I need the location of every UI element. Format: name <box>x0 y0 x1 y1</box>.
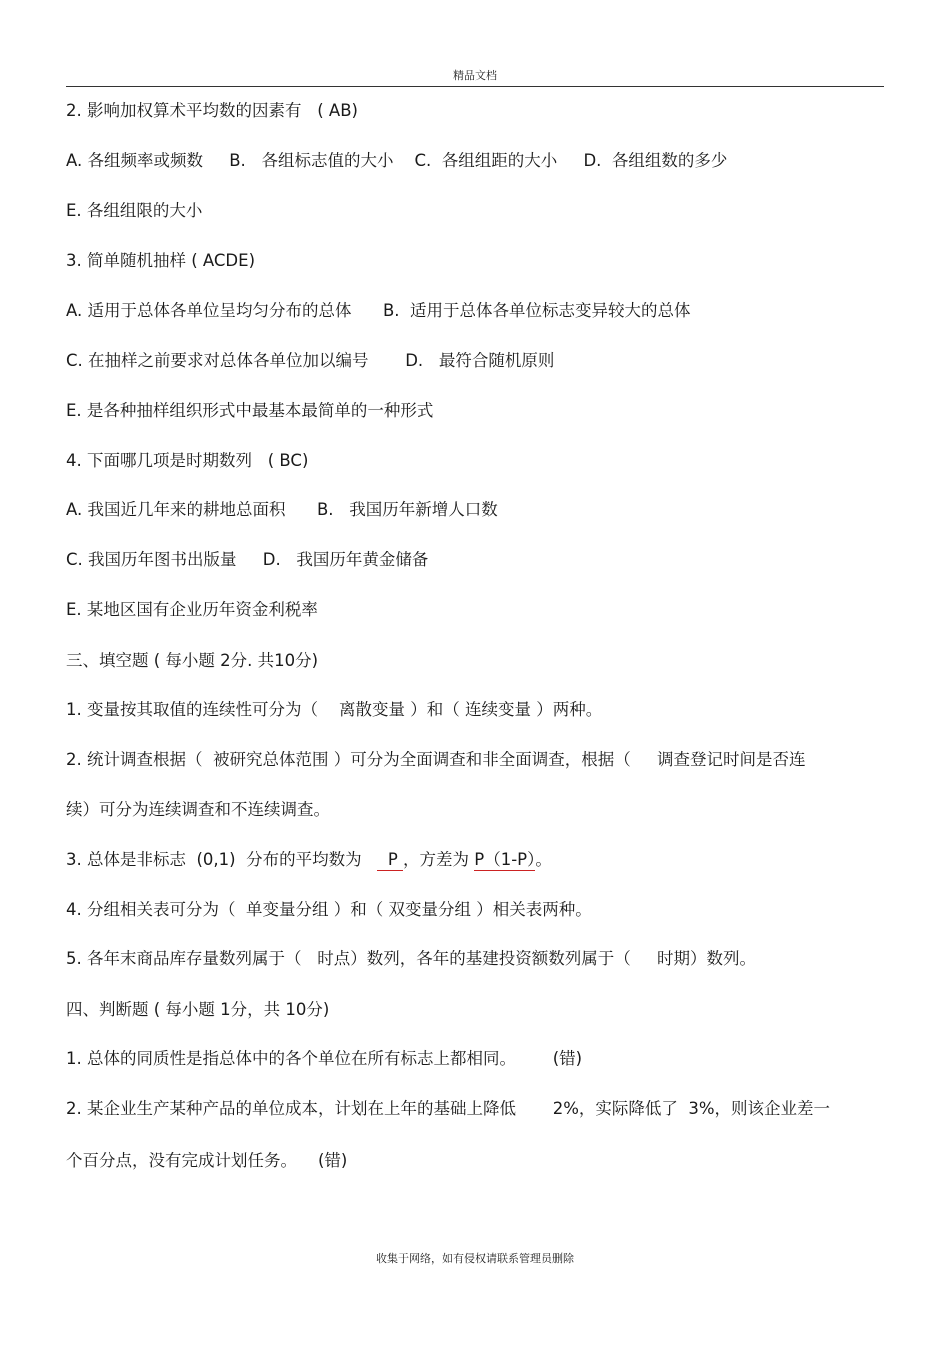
section-judgement-heading: 四、判断题 ( 每小题 1分，共 10分) <box>66 1000 330 1019</box>
header-divider <box>66 86 884 87</box>
fill-q3-variance-answer: P（1-P） <box>474 850 536 869</box>
fill-q3-mean-answer: P <box>377 850 404 869</box>
q4-option-e: E. 某地区国有企业历年资金利税率 <box>66 600 318 619</box>
q4-options-ab: A. 我国近几年来的耕地总面积 B. 我国历年新增人口数 <box>66 500 498 519</box>
q4-question: 4. 下面哪几项是时期数列 ( BC) <box>66 451 309 470</box>
fill-q3 <box>66 849 552 871</box>
q2-question: 2. 影响加权算术平均数的因素有 ( AB) <box>66 101 358 120</box>
fill-q1: 1. 变量按其取值的连续性可分为（ 离散变量 ）和（ 连续变量 ）两种。 <box>66 700 603 719</box>
fill-q5: 5. 各年末商品库存量数列属于（ 时点）数列，各年的基建投资额数列属于（ 时期）数列。 <box>66 949 756 968</box>
q3-options-ab: A. 适用于总体各单位呈均匀分布的总体 B. 适用于总体各单位标志变异较大的总体 <box>66 301 691 320</box>
judge-q2-line1: 2. 某企业生产某种产品的单位成本，计划在上年的基础上降低 2%，实际降低了 3%，则该企业差一 <box>66 1099 831 1118</box>
page-header: 精品文档 <box>453 69 497 82</box>
fill-q2-line1: 2. 统计调查根据（ 被研究总体范围 ）可分为全面调查和非全面调查，根据（ 调查登记时间是否连 <box>66 750 806 769</box>
fill-q2-line2: 续）可分为连续调查和不连续调查。 <box>66 800 330 819</box>
section-fill-in-heading: 三、填空题 ( 每小题 2分. 共10分) <box>66 651 319 670</box>
judge-q1: 1. 总体的同质性是指总体中的各个单位在所有标志上都相同。 (错) <box>66 1049 583 1068</box>
fill-q3-middle: ，方差为 <box>403 850 475 869</box>
q3-option-e: E. 是各种抽样组织形式中最基本最简单的一种形式 <box>66 401 434 420</box>
q4-options-cd: C. 我国历年图书出版量 D. 我国历年黄金储备 <box>66 550 429 569</box>
q3-question: 3. 简单随机抽样 ( ACDE) <box>66 251 256 270</box>
judge-q2-line2: 个百分点，没有完成计划任务。 (错) <box>66 1151 348 1170</box>
page-footer: 收集于网络，如有侵权请联系管理员删除 <box>376 1252 574 1265</box>
fill-q3-prefix: 3. 总体是非标志 (0,1) 分布的平均数为 <box>66 850 378 869</box>
fill-q4: 4. 分组相关表可分为（ 单变量分组 ）和（ 双变量分组 ）相关表两种。 <box>66 900 592 919</box>
q3-options-cd: C. 在抽样之前要求对总体各单位加以编号 D. 最符合随机原则 <box>66 351 555 370</box>
fill-q3-suffix: 。 <box>535 850 552 869</box>
q2-options-abcd: A. 各组频率或频数 B. 各组标志值的大小 C. 各组组距的大小 D. 各组组数的多少 <box>66 151 728 170</box>
q2-option-e: E. 各组组限的大小 <box>66 201 203 220</box>
